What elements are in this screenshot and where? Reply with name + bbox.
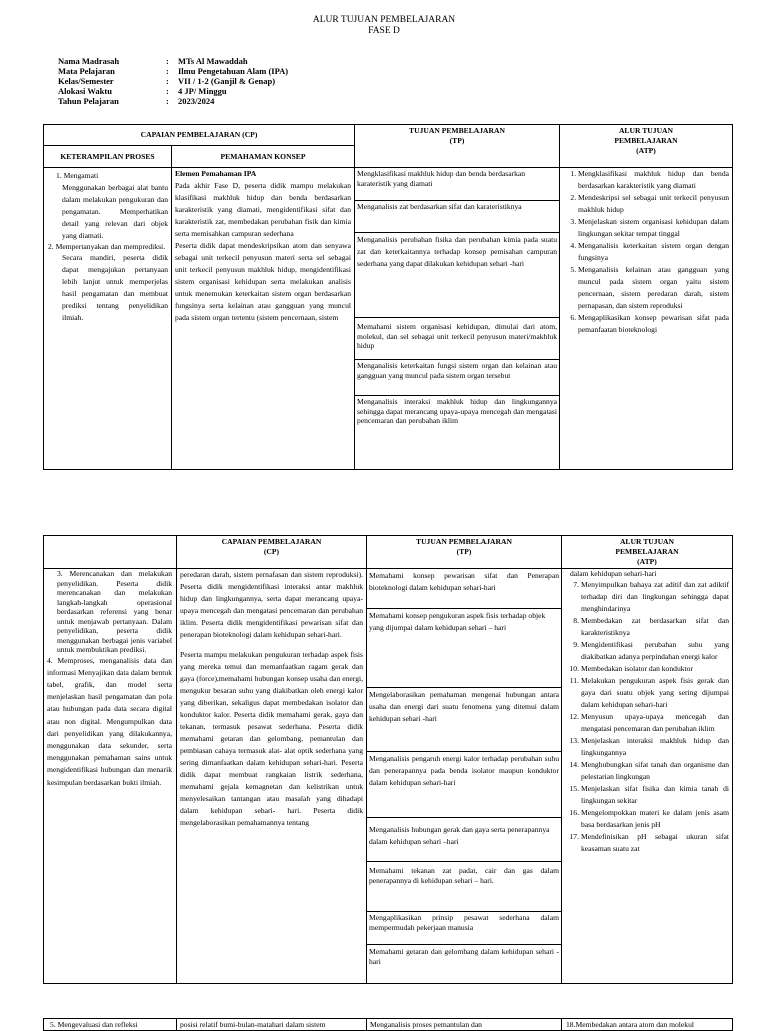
- tp-header-line: (TP): [449, 136, 465, 145]
- atp-header-line: (ATP): [636, 146, 656, 155]
- atp-item: 5. Menganalisis kelainan atau gangguan yang muncul pada sistem organ yaitu sistem pencernaan, sistem peredaran darah, sistem pernapasan, dan sistem reproduksi: [578, 264, 729, 312]
- meta-key: Mata Pelajaran: [58, 66, 115, 76]
- meta-sep: :: [166, 76, 169, 86]
- atp-header: [560, 125, 733, 168]
- atp-cell: [560, 168, 733, 470]
- tp-header-line: (TP): [456, 547, 472, 556]
- tp-item: Mengaplikasikan prinsip pesawat sederhana dalam mempermudah pekerjaan manusia: [367, 912, 561, 945]
- tp-item: Menganalisis perubahan fisika dan perubahan kimia pada suatu zat dan keterkaitannya terhadap konsep pemisahan campuran sederhana yang dapat dilakukan kehidupan sehari -hari: [355, 233, 559, 318]
- document-subtitle: FASE D: [368, 26, 400, 36]
- kp-item: 4. Memproses, menganalisis data dan informasi Menyajikan data dalam bentuk tabel, grafik, dan model serta menjelaskan hasil pengamatan dan pola atau hubungan pada data secara digital atau non digital. Mengumpulkan data dari penyelidikan yang dilakukannya, menggunakan data sekunder, serta menggunakan pemahaman sains untuk mengidentifikasi hubungan dan menarik kesimpulan berdasarkan bukti ilmiah.: [47, 655, 172, 787]
- tp-item: Menganalisis keterkaitan fungsi sistem organ dan kelainan atau gangguan yang muncul pada sistem organ tersebut: [355, 360, 559, 396]
- atp-number: 16.: [569, 808, 579, 817]
- tp-item: Menganalisis hubungan gerak dan gaya serta penerapannya dalam kehidupan sehari –hari: [367, 818, 561, 862]
- pk-cell: [177, 569, 367, 984]
- atp-number: 7.: [573, 580, 579, 589]
- atp-header-line: ALUR TUJUAN: [619, 537, 675, 546]
- kp-cell: [44, 168, 172, 470]
- empty-header: [44, 536, 177, 569]
- atp-header-line: PEMBELAJARAN: [614, 136, 678, 145]
- meta-sep: :: [166, 96, 169, 106]
- atp-item: [564, 735, 729, 759]
- atp-text: Mengidentifikasi perubahan suhu yang diakibatkan adanya perpindahan energi kalor: [581, 640, 729, 661]
- atp-item: [564, 615, 729, 639]
- pk-cell: posisi relatif bumi-bulan-matahari dalam sistem: [177, 1019, 367, 1031]
- meta-key: Nama Madrasah: [58, 56, 120, 66]
- kp-header: KETERAMPILAN PROSES: [44, 146, 172, 168]
- atp-text: Menyusun upaya-upaya mencegah dan mengatasi pencemaran dan perubahan iklim: [581, 712, 729, 733]
- atp-item: [564, 579, 729, 615]
- cp-header: [177, 536, 367, 569]
- meta-value: VII / 1-2 (Ganjil & Genap): [178, 76, 276, 86]
- tp-item: Memahami sistem organisasi kehidupan, dimulai dari atom, molekul, dan sel sebagai unit terkecil penyusun materi/makhluk hidup: [355, 318, 559, 360]
- kp-item: 2. Mempertanyakan dan memprediksi.: [48, 242, 166, 251]
- atp-item: [564, 759, 729, 783]
- meta-sep: :: [166, 56, 169, 66]
- atp-header-line: ALUR TUJUAN: [618, 126, 674, 135]
- atp-item: 1. Mengklasifikasi makhluk hidup dan benda berdasarkan karakteristik yang diamati: [578, 168, 729, 192]
- atp-item: [564, 675, 729, 711]
- tp-item: Menganalisis pengaruh energi kalor terhadap perubahan suhu dan penerapannya pada benda isolator maupun konduktor dalam kehidupan sehari-hari: [367, 752, 561, 818]
- meta-value: MTs Al Mawaddah: [178, 56, 248, 66]
- atp-table-2: [43, 535, 733, 984]
- document-title: ALUR TUJUAN PEMBELAJARAN: [312, 15, 456, 25]
- tp-item: Menganalisis zat berdasarkan sifat dan karateristiknya: [355, 201, 559, 233]
- tp-cell: Menganalisis proses pemantulan dan: [367, 1019, 562, 1031]
- atp-text: Melakukan pengukuran aspek fisis gerak dan gaya dari suatu objek yang sering dijumpai dalam kehidupan sehari-hari: [581, 676, 729, 709]
- atp-number: 8.: [573, 616, 579, 625]
- atp-item: 2. Mendeskripsi sel sebagai unit terkecil penyusun makhluk hidup: [578, 192, 729, 216]
- meta-row: [58, 66, 478, 76]
- tp-header-line: TUJUAN PEMBELAJARAN: [416, 537, 512, 546]
- pk-cell: [172, 168, 355, 470]
- meta-key: Kelas/Semester: [58, 76, 114, 86]
- pk-body: Pada akhir Fase D, peserta didik mampu melakukan klasifikasi makhluk hidup dan benda berdasarkan karakteristik yang diamati, mengidentifikasi sifat dan karakteristik zat, membedakan perubahan fisik dan kimia serta memisahkan campuran sederhana: [175, 181, 351, 238]
- atp-header-line: (ATP): [637, 557, 657, 566]
- kp-cell: [44, 569, 177, 984]
- meta-row: [58, 56, 478, 66]
- pk-body: Peserta mampu melakukan pengukuran terhadap aspek fisis yang mereka temui dan memanfaatkan ragam gerak dan gaya (force),memahami hubungan konsep usaha dan energi, mengukur besaran suhu yang diakibatkan oleh energi kalor yang diberikan, sekaligus dapat membedakan isolator dan konduktor kalor. Peserta didik memahami gerak, gaya dan tekanan, termasuk pesawat sederhana. Peserta didik memahami getaran dan gelombang, pemantulan dan pembiasan cahaya termasuk alat- alat optik sederhana yang sering dimanfaatkan dalam kehidupan sehari-hari. Peserta didik dapat membuat rangkaian listrik sederhana, memahami gejala kemagnetan dan kelistrikan untuk menyelesaikan tantangan atau masalah yang dihadapi dalam kehidupan sehari- hari. Peserta didik mengelaborasikan pemahamannya tentang: [180, 650, 363, 827]
- atp-text: Membedakan zat berdasarkan sifat dan karakteristiknya: [581, 616, 729, 637]
- atp-number: 13.: [569, 736, 579, 745]
- atp-header-line: PEMBELAJARAN: [615, 547, 679, 556]
- meta-row: [58, 96, 478, 106]
- atp-number: 12.: [569, 712, 579, 721]
- atp-cell: [562, 569, 733, 984]
- atp-item: [564, 831, 729, 855]
- atp-cell: 18.Membedakan antara atom dan molekul: [562, 1019, 733, 1031]
- atp-text: Mengelompokkan materi ke dalam jenis asam basa berdasarkan jenis pH: [581, 808, 729, 829]
- atp-item: [564, 639, 729, 663]
- atp-text: Menjelaskan sifat fisika dan kimia tanah di lingkungan sekitar: [581, 784, 729, 805]
- tp-item: Memahami tekanan zat padat, cair dan gas dalam penerapannya di kehidupan sehari – hari.: [367, 862, 561, 912]
- tp-item: Memahami konsep pengukuran aspek fisis terhadap objek yang dijumpai dalam kehidupan sehari – hari: [367, 609, 561, 688]
- tp-item: Memahami konsep pewarisan sifat dan Penerapan bioteknologi dalam kehidupan sehari-hari: [367, 569, 561, 609]
- pk-body: Peserta didik dapat mendeskripsikan atom dan senyawa sebagai unit terkecil penyusun materi serta sel sebagai unit terkecil penyusun makhluk hidup, mengidentifikasi sistem organisasi kehidupan serta melakukan analisis untuk menemukan keterkaitan sistem organ berdasarkan fungsinya serta kelainan atau gangguan yang muncul pada sistem organ tertentu (sistem pencernaan, sistem: [175, 241, 351, 322]
- meta-value: 4 JP/ Minggu: [178, 86, 227, 96]
- tp-item: Memahami getaran dan gelombang dalam kehidupan sehari -hari: [369, 947, 559, 966]
- meta-row: [58, 86, 478, 96]
- meta-sep: :: [166, 66, 169, 76]
- cp-header-line: (CP): [263, 547, 280, 556]
- atp-text: Menjelaskan interaksi makhluk hidup dan lingkungannya: [581, 736, 729, 757]
- kp-cell: 5. Mengevaluasi dan refleksi: [44, 1019, 177, 1031]
- tp-cell: [367, 569, 562, 984]
- kp-item: 1. Mengamati: [56, 171, 99, 180]
- atp-table-1: [43, 124, 733, 470]
- tp-header: [355, 125, 560, 168]
- cp-header-line: CAPAIAN PEMBELAJARAN: [221, 537, 322, 546]
- meta-value: 2023/2024: [178, 96, 215, 106]
- atp-item: [564, 783, 729, 807]
- meta-row: [58, 76, 478, 86]
- tp-header-line: TUJUAN PEMBELAJARAN: [409, 126, 505, 135]
- pk-title: Elemen Pemahaman IPA: [175, 169, 257, 178]
- pk-body: peredaran darah, sistem pernafasan dan sistem reproduksi). Peserta didik mengidentifikasi interaksi antar makhluk hidup dan lingkungannya, serta dapat merancang upaya- upaya mencegah dan mengatasi pencemaran dan perubahan iklim. Peserta didik mengidentifikasi pewarisan sifat dan penerapan bioteknologi dalam kehidupan sehari-hari.: [180, 570, 363, 639]
- pk-header: PEMAHAMAN KONSEP: [172, 146, 355, 168]
- kp-text: Menggunakan berbagai alat bantu dalam melakukan pengukuran dan pengamatan. Memperhatikan detail yang relevan dari objek yang diamati.: [62, 183, 168, 240]
- atp-number: 9.: [573, 640, 579, 649]
- atp-text: Membedakan isolator dan konduktor: [581, 664, 693, 673]
- atp-number: 15.: [569, 784, 579, 793]
- atp-text: Menyimpulkan bahaya zat aditif dan zat adiktif terhadap diri dan lingkungan sehingga dapat menghindarinya: [581, 580, 729, 613]
- kp-text: Secara mandiri, peserta didik dapat mengajukan pertanyaan lebih lanjut untuk memperjelas hasil pengamatan dan membuat prediksi tentang penyelidikan ilmiah.: [62, 252, 168, 322]
- meta-value: Ilmu Pengetahuan Alam (IPA): [178, 66, 289, 76]
- atp-item: 6. Mengaplikasikan konsep pewarisan sifat pada pemanfaatan bioteknologi: [578, 312, 729, 336]
- atp-list: [562, 168, 729, 336]
- meta-key: Alokasi Waktu: [58, 86, 112, 96]
- identity-block: [58, 56, 478, 106]
- tp-item: Menganalisis interaksi makhluk hidup dan lingkungannya sehingga dapat merancang upaya-upaya mencegah dan mengatasi pencemaran dan perubahan iklim: [357, 397, 557, 425]
- atp-table-3: [43, 1018, 733, 1031]
- meta-sep: :: [166, 86, 169, 96]
- atp-item: 3. Menjelaskan sistem organisasi kehidupan dalam lingkungan sekitar tempat tinggal: [578, 216, 729, 240]
- atp-number: 11.: [569, 676, 579, 685]
- cp-header: CAPAIAN PEMBELAJARAN (CP): [44, 125, 355, 146]
- atp-number: 17.: [569, 832, 579, 841]
- atp-number: 10.: [569, 664, 579, 673]
- tp-header: [367, 536, 562, 569]
- atp-continued: dalam kehidupan sehari-hari: [570, 569, 657, 578]
- atp-item: [564, 711, 729, 735]
- atp-item: [564, 807, 729, 831]
- tp-item: Mengklasifikasi makhluk hidup dan benda berdasarkan karateristik yang diamati: [355, 168, 559, 201]
- meta-key: Tahun Pelajaran: [58, 96, 119, 106]
- atp-text: Mendefinisikan pH sebagai ukuran sifat keasaman suatu zat: [581, 832, 729, 853]
- atp-header: [562, 536, 733, 569]
- atp-item: 4. Menganalisis keterkaitan sistem organ dengan fungsinya: [578, 240, 729, 264]
- atp-number: 14.: [569, 760, 579, 769]
- tp-cell: [355, 168, 560, 470]
- tp-item: Mengelaborasikan pemahaman mengenai hubungan antara usaha dan energi dari suatu fenomena yang ditemui dalam kehidupan sehari -hari: [367, 688, 561, 752]
- atp-item: [564, 663, 729, 675]
- atp-text: Menghubungkan sifat tanah dan organisme dan pelestarian lingkungan: [581, 760, 729, 781]
- kp-item: 3. Merencanakan dan melakukan penyelidikan. Peserta didik merencanakan dan melakukan langkah-langkah operasional berdasarkan referensi yang benar untuk menjawab pertanyaan. Dalam penyelidikan, peserta didik menggunakan berbagai jenis variabel untuk membuktikan prediksi.: [57, 569, 172, 654]
